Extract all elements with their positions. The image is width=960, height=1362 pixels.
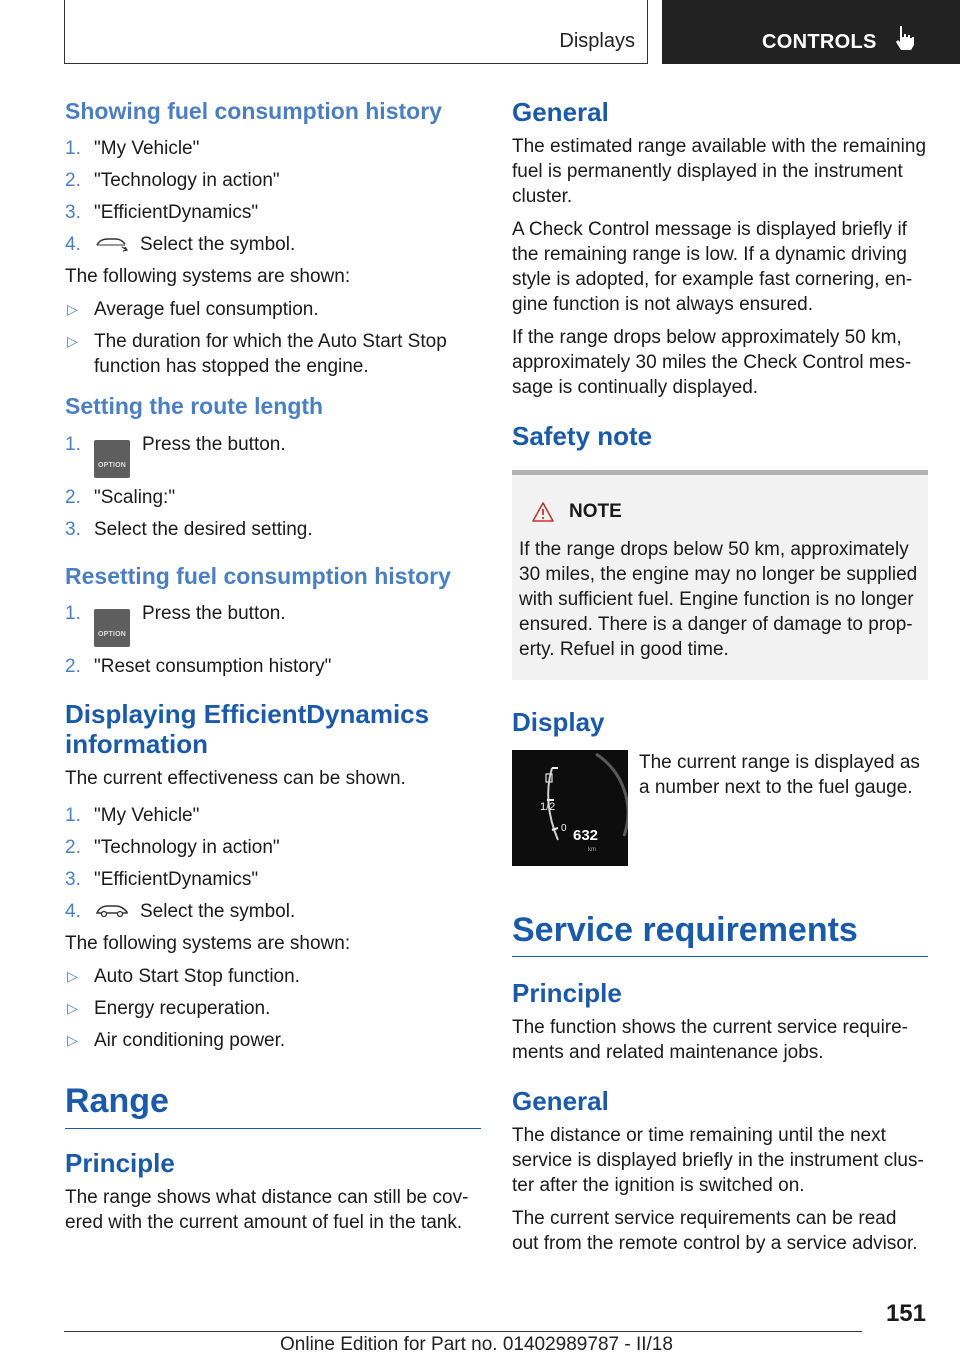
service-general-paragraph: The current service requirements can be read out from the remote control by a service advisor.	[512, 1208, 918, 1255]
note-box	[512, 470, 928, 680]
list-item: 1. "My Vehicle"	[65, 805, 200, 827]
list-item: 2. "Scaling:"	[65, 486, 176, 508]
option-button-icon: OPTION	[94, 440, 130, 478]
list-item: ▷ Average fuel consumption.	[67, 299, 319, 321]
heading-route-length: Setting the route length	[65, 393, 324, 420]
ed-systems-intro: The following systems are shown:	[65, 933, 351, 955]
service-principle-text: The function shows the current service require-ments and related maintenance jobs.	[512, 1017, 909, 1064]
page-number: 151	[885, 1300, 926, 1327]
chapter-title: CONTROLS	[762, 31, 877, 53]
list-item: 1. OPTION Press the button.	[65, 601, 481, 647]
list-item: ▷ Energy recuperation.	[67, 998, 271, 1020]
heading-fuel-history: Showing fuel consumption history	[65, 98, 442, 124]
triangle-bullet-icon: ▷	[67, 301, 78, 318]
systems-intro: The following systems are shown:	[65, 266, 351, 288]
fuel-gauge-image	[512, 750, 628, 866]
ed-intro: The current effectiveness can be shown.	[65, 768, 406, 790]
heading-safety-note: Safety note	[512, 420, 653, 451]
right-column	[512, 98, 928, 1264]
heading-range: Range	[65, 1081, 481, 1129]
pointing-hand-icon	[894, 25, 916, 51]
reset-steps	[65, 601, 481, 679]
heading-efficientdynamics: Displaying EfficientDynamics information	[65, 699, 430, 760]
principle-text: The range shows what distance can still be cov-ered with the current amount of fuel in the tank.	[65, 1186, 469, 1233]
section-title: Displays	[559, 30, 635, 52]
header-section-box	[64, 0, 648, 64]
footer-edition: Online Edition for Part no. 01402989787 - II/18	[280, 1334, 673, 1355]
car-efficiency-symbol-icon	[94, 901, 130, 919]
history-steps	[65, 136, 481, 257]
gauge-unit-label: km	[588, 846, 596, 853]
list-item: 1. OPTION Press the button.	[65, 432, 481, 478]
list-item: 2. "Technology in action"	[65, 170, 280, 192]
option-button-icon: OPTION	[94, 609, 130, 647]
heading-display: Display	[512, 706, 605, 737]
ed-steps	[65, 803, 481, 924]
gauge-half-label: 1/2	[540, 800, 556, 813]
list-item: 3. "EfficientDynamics"	[65, 202, 259, 224]
footer-divider	[64, 1331, 862, 1332]
triangle-bullet-icon: ▷	[67, 968, 78, 985]
warning-triangle-icon	[531, 501, 555, 523]
note-text: If the range drops below 50 km, approximately 30 miles, the engine may no longer be supplied with sufficient fuel. Engine function is no longer ensured. There is a danger of damage to prop-erty. Refuel in good time.	[519, 538, 918, 660]
ed-systems	[65, 964, 481, 1053]
triangle-bullet-icon: ▷	[67, 1032, 78, 1049]
list-item: 2. "Technology in action"	[65, 837, 280, 859]
note-header	[531, 501, 921, 523]
gauge-zero-label: 0	[561, 822, 567, 834]
heading-principle: Principle	[65, 1147, 175, 1178]
list-item: 3. Select the desired setting.	[65, 518, 313, 540]
history-systems	[65, 297, 481, 379]
triangle-bullet-icon: ▷	[67, 1000, 78, 1017]
heading-service-requirements: Service requirements	[512, 910, 928, 958]
chapter-tab	[662, 0, 960, 64]
heading-general: General	[512, 1086, 609, 1117]
left-column	[65, 98, 481, 1243]
display-section	[512, 750, 928, 866]
general-paragraph: If the range drops below approximately 50 km, approximately 30 miles the Check Control mes-sage is continually displayed.	[512, 326, 912, 398]
list-item: 2. "Reset consumption history"	[65, 656, 332, 678]
note-label: NOTE	[569, 500, 622, 522]
heading-reset-history: Resetting fuel consumption history	[65, 562, 451, 589]
list-item: 1. "My Vehicle"	[65, 138, 200, 160]
list-item: 4. Select the symbol.	[65, 234, 296, 256]
list-item: 4. Select the symbol.	[65, 901, 296, 923]
list-item: 3. "EfficientDynamics"	[65, 869, 259, 891]
route-steps	[65, 432, 481, 542]
general-paragraph: The estimated range available with the remaining fuel is permanently displayed in the instrument cluster.	[512, 135, 927, 207]
gauge-range-value: 632	[573, 826, 599, 844]
list-item: ▷ The duration for which the Auto Start Stop function has stopped the engine.	[67, 331, 447, 378]
general-paragraph: A Check Control message is displayed briefly if the remaining range is low. If a dynamic driving style is adopted, for example fast cornering, en-gine function is not always ensured.	[512, 218, 913, 315]
triangle-bullet-icon: ▷	[67, 333, 78, 350]
heading-principle: Principle	[512, 978, 622, 1009]
service-general-paragraph: The distance or time remaining until the next service is displayed briefly in the instrument clus-ter after the ignition is switched on.	[512, 1125, 924, 1197]
heading-general: General	[512, 97, 609, 127]
list-item: ▷ Air conditioning power.	[67, 1030, 286, 1052]
car-fuel-symbol-icon	[94, 236, 130, 252]
list-item: ▷ Auto Start Stop function.	[67, 966, 300, 988]
display-text: The current range is displayed as a number next to the fuel gauge.	[639, 751, 920, 798]
